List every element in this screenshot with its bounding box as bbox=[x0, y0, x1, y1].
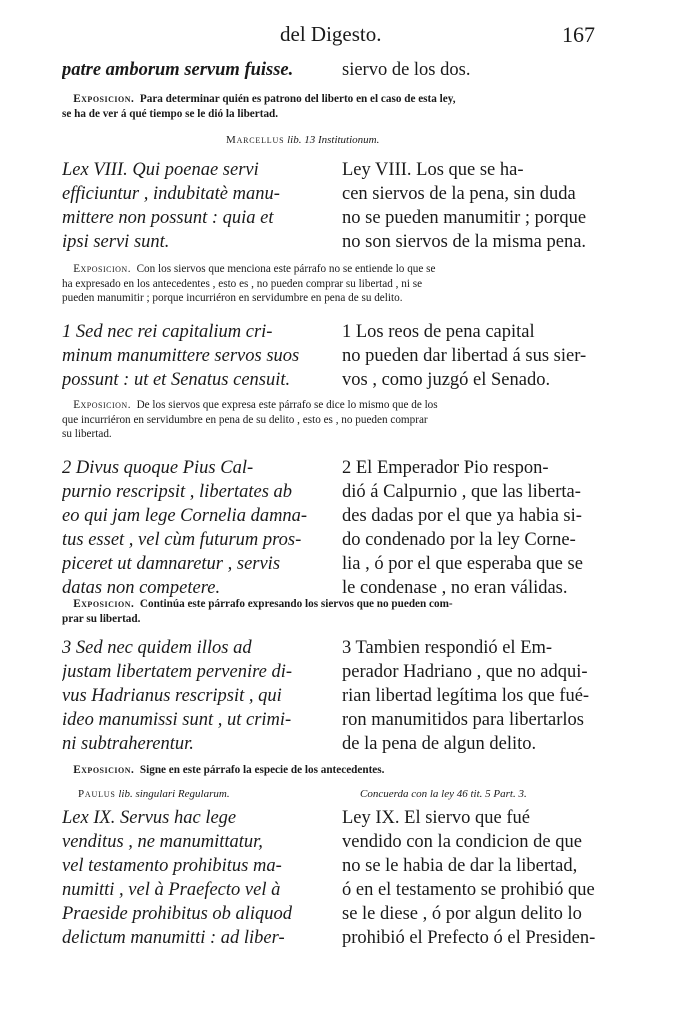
latin-line: vel testamento prohibitus ma- bbox=[62, 856, 282, 876]
spanish-line: no se le habia de dar la libertad, bbox=[342, 856, 578, 876]
latin-column bbox=[62, 320, 327, 392]
latin-column bbox=[62, 806, 327, 950]
spanish-column bbox=[342, 806, 607, 950]
concordance-note: Concuerda con la ley 46 tit. 5 Part. 3. bbox=[360, 788, 527, 800]
spanish-line: le condenase , no eran válidas. bbox=[342, 578, 568, 598]
source-attribution bbox=[78, 788, 230, 800]
note-label: Exposicion. bbox=[73, 263, 131, 275]
note-line: ha expresado en los antecedentes , esto es , no pueden comprar su libertad , ni se bbox=[62, 277, 423, 290]
latin-line: possunt : ut et Senatus censuit. bbox=[62, 370, 291, 390]
spanish-line: vos , como juzgó el Senado. bbox=[342, 370, 551, 390]
source-work: lib. singulari Regularum. bbox=[118, 788, 230, 800]
spanish-line: 3 Tambien respondió el Em- bbox=[342, 638, 553, 658]
exposicion-note bbox=[62, 92, 607, 121]
latin-line: justam libertatem pervenire di- bbox=[62, 662, 293, 682]
spanish-line: 1 Los reos de pena capital bbox=[342, 322, 535, 342]
spanish-line: no son siervos de la misma pena. bbox=[342, 232, 587, 252]
spanish-line: se le diese , ó por algun delito lo bbox=[342, 904, 582, 924]
latin-line: mittere non possunt : quia et bbox=[62, 208, 274, 228]
note-line: prar su libertad. bbox=[62, 612, 141, 625]
note-label: Exposicion. bbox=[73, 764, 135, 776]
latin-line: Lex VIII. Qui poenae servi bbox=[62, 160, 259, 180]
latin-line: efficiuntur , indubitatè manu- bbox=[62, 184, 280, 204]
spanish-column bbox=[342, 320, 607, 392]
latin-line: eo qui jam lege Cornelia damna- bbox=[62, 506, 308, 526]
note-label: Exposicion. bbox=[73, 93, 135, 105]
latin-column bbox=[62, 636, 327, 756]
lex-9 bbox=[62, 806, 607, 956]
exposicion-note bbox=[62, 398, 607, 442]
exposicion-note bbox=[62, 763, 607, 778]
latin-line: ni subtraherentur. bbox=[62, 734, 194, 754]
spanish-line: ron manumitidos para libertarlos bbox=[342, 710, 584, 730]
spanish-line: lia , ó por el que esperaba que se bbox=[342, 554, 583, 574]
spanish-line: Ley IX. El siervo que fué bbox=[342, 808, 531, 828]
spanish-line: perador Hadriano , que no adqui- bbox=[342, 662, 588, 682]
latin-line: ideo manumissi sunt , ut crimi- bbox=[62, 710, 292, 730]
jurist-name: Marcellus bbox=[226, 134, 285, 146]
latin-line: ipsi servi sunt. bbox=[62, 232, 170, 252]
spanish-line: siervo de los dos. bbox=[342, 60, 471, 80]
source-attribution bbox=[226, 134, 379, 146]
page-number: 167 bbox=[562, 22, 595, 47]
latin-column bbox=[62, 58, 327, 82]
latin-line: Praeside prohibitus ob aliquod bbox=[62, 904, 293, 924]
note-line: pueden manumitir ; porque incurriéron en servidumbre en pena de su delito. bbox=[62, 292, 403, 304]
latin-column bbox=[62, 158, 327, 254]
note-line bbox=[62, 262, 607, 277]
spanish-line: vendido con la condicion de que bbox=[342, 832, 582, 852]
spanish-column bbox=[342, 636, 607, 756]
latin-line: piceret ut damnaretur , servis bbox=[62, 554, 281, 574]
latin-line: datas non competere. bbox=[62, 578, 221, 598]
spanish-line: 2 El Emperador Pio respon- bbox=[342, 458, 549, 478]
section-1 bbox=[62, 320, 607, 396]
spanish-line: no pueden dar libertad á sus sier- bbox=[342, 346, 587, 366]
note-line: su libertad. bbox=[62, 428, 112, 440]
latin-line: minum manumittere servos suos bbox=[62, 346, 300, 366]
spanish-column bbox=[342, 58, 607, 82]
continuation-line bbox=[62, 58, 607, 84]
latin-line: tus esset , vel cùm futurum pros- bbox=[62, 530, 302, 550]
spanish-line: de la pena de algun delito. bbox=[342, 734, 537, 754]
note-text: Para determinar quién es patrono del liberto en el caso de esta ley, bbox=[139, 93, 456, 105]
note-line bbox=[62, 92, 607, 107]
latin-line: 1 Sed nec rei capitalium cri- bbox=[62, 322, 273, 342]
spanish-line: do condenado por la ley Corne- bbox=[342, 530, 576, 550]
note-text: De los siervos que expresa este párrafo se dice lo mismo que de los bbox=[136, 399, 438, 411]
spanish-line: rian libertad legítima los que fué- bbox=[342, 686, 590, 706]
latin-line: purnio rescripsit , libertates ab bbox=[62, 482, 293, 502]
spanish-line: no se pueden manumitir ; porque bbox=[342, 208, 587, 228]
section-2 bbox=[62, 456, 607, 604]
exposicion-note bbox=[62, 597, 607, 626]
latin-line: venditus , ne manumittatur, bbox=[62, 832, 263, 852]
jurist-name: Paulus bbox=[78, 788, 116, 800]
note-line bbox=[62, 597, 607, 612]
spanish-line: des dadas por el que ya habia si- bbox=[342, 506, 582, 526]
latin-line: numitti , vel à Praefecto vel à bbox=[62, 880, 281, 900]
note-label: Exposicion. bbox=[73, 598, 135, 610]
spanish-line: prohibió el Prefecto ó el Presiden- bbox=[342, 928, 596, 948]
note-text: Continúa este párrafo expresando los siervos que no pueden com- bbox=[139, 598, 453, 610]
latin-line: delictum manumitti : ad liber- bbox=[62, 928, 285, 948]
note-text: Signe en este párrafo la especie de los antecedentes. bbox=[139, 764, 385, 776]
note-line bbox=[62, 398, 607, 413]
running-title: del Digesto. bbox=[280, 22, 382, 46]
note-line: se ha de ver á qué tiempo se le dió la libertad. bbox=[62, 107, 279, 120]
spanish-line: cen siervos de la pena, sin duda bbox=[342, 184, 576, 204]
note-line: que incurriéron en servidumbre en pena de su delito , esto es , no pueden comprar bbox=[62, 413, 428, 426]
note-text: Con los siervos que menciona este párrafo no se entiende lo que se bbox=[136, 263, 436, 275]
note-label: Exposicion. bbox=[73, 399, 131, 411]
note-line bbox=[62, 763, 607, 778]
section-3 bbox=[62, 636, 607, 760]
latin-line: Lex IX. Servus hac lege bbox=[62, 808, 237, 828]
latin-line: 3 Sed nec quidem illos ad bbox=[62, 638, 252, 658]
latin-line: 2 Divus quoque Pius Cal- bbox=[62, 458, 254, 478]
spanish-line: dió á Calpurnio , que las liberta- bbox=[342, 482, 581, 502]
latin-line: patre amborum servum fuisse. bbox=[62, 60, 294, 80]
spanish-line: Ley VIII. Los que se ha- bbox=[342, 160, 524, 180]
latin-line: vus Hadrianus rescripsit , qui bbox=[62, 686, 282, 706]
exposicion-note bbox=[62, 262, 607, 306]
lex-8 bbox=[62, 158, 607, 258]
running-header bbox=[0, 22, 682, 52]
spanish-line: ó en el testamento se prohibió que bbox=[342, 880, 595, 900]
latin-column bbox=[62, 456, 327, 600]
source-work: lib. 13 Institutionum. bbox=[287, 134, 380, 146]
spanish-column bbox=[342, 158, 607, 254]
spanish-column bbox=[342, 456, 607, 600]
